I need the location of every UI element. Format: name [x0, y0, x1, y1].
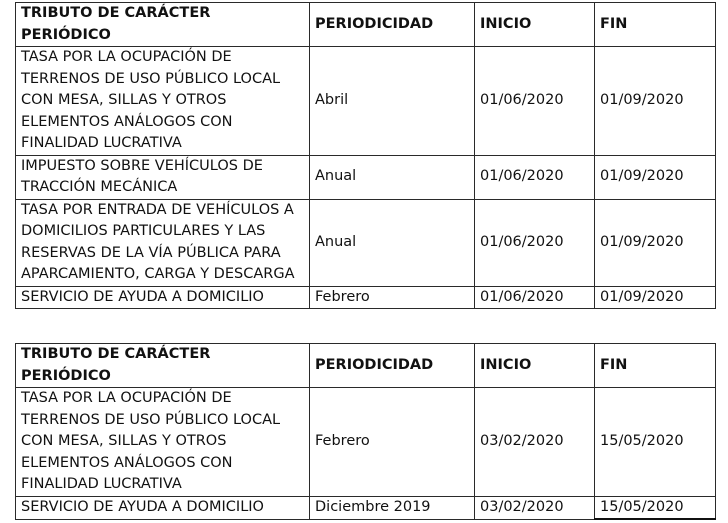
- cell-inicio: 03/02/2020: [475, 496, 595, 519]
- table-header-row: [16, 344, 716, 388]
- cell-tributo: TASA POR LA OCUPACIÓN DE TERRENOS DE USO PÚBLICO LOCAL CON MESA, SILLAS Y OTROS ELEMENTOS ANÁLOGOS CON FINALIDAD LUCRATIVA: [16, 47, 310, 156]
- cell-inicio: 01/06/2020: [475, 47, 595, 156]
- cell-tributo: TASA POR ENTRADA DE VEHÍCULOS A DOMICILIOS PARTICULARES Y LAS RESERVAS DE LA VÍA PÚBLICA PARA APARCAMIENTO, CARGA Y DESCARGA: [16, 199, 310, 286]
- tax-table-2: [15, 343, 716, 520]
- table-row: [16, 496, 716, 519]
- table-row: [16, 199, 716, 286]
- table-row: [16, 388, 716, 497]
- table-header-row: [16, 3, 716, 47]
- header-fin: FIN: [595, 3, 716, 47]
- cell-tributo: SERVICIO DE AYUDA A DOMICILIO: [16, 286, 310, 309]
- cell-tributo: SERVICIO DE AYUDA A DOMICILIO: [16, 496, 310, 519]
- cell-tributo: TASA POR LA OCUPACIÓN DE TERRENOS DE USO PÚBLICO LOCAL CON MESA, SILLAS Y OTROS ELEMENTOS ANÁLOGOS CON FINALIDAD LUCRATIVA: [16, 388, 310, 497]
- cell-inicio: 01/06/2020: [475, 286, 595, 309]
- cell-fin: 01/09/2020: [595, 155, 716, 199]
- cell-tributo: IMPUESTO SOBRE VEHÍCULOS DE TRACCIÓN MECÁNICA: [16, 155, 310, 199]
- cell-periodicidad: Diciembre 2019: [310, 496, 475, 519]
- header-tributo: TRIBUTO DE CARÁCTER PERIÓDICO: [16, 3, 310, 47]
- cell-periodicidad: Abril: [310, 47, 475, 156]
- header-tributo: TRIBUTO DE CARÁCTER PERIÓDICO: [16, 344, 310, 388]
- cell-inicio: 01/06/2020: [475, 199, 595, 286]
- cell-periodicidad: Anual: [310, 155, 475, 199]
- header-periodicidad: PERIODICIDAD: [310, 344, 475, 388]
- cell-periodicidad: Febrero: [310, 388, 475, 497]
- cell-fin: 15/05/2020: [595, 496, 716, 519]
- cell-fin: 15/05/2020: [595, 388, 716, 497]
- table-row: [16, 155, 716, 199]
- cell-periodicidad: Febrero: [310, 286, 475, 309]
- tax-table-1: [15, 2, 716, 309]
- header-periodicidad: PERIODICIDAD: [310, 3, 475, 47]
- cell-periodicidad: Anual: [310, 199, 475, 286]
- cell-inicio: 03/02/2020: [475, 388, 595, 497]
- cell-fin: 01/09/2020: [595, 47, 716, 156]
- header-inicio: INICIO: [475, 344, 595, 388]
- table-row: [16, 286, 716, 309]
- cell-fin: 01/09/2020: [595, 199, 716, 286]
- table-row: [16, 47, 716, 156]
- header-inicio: INICIO: [475, 3, 595, 47]
- cell-fin: 01/09/2020: [595, 286, 716, 309]
- cell-inicio: 01/06/2020: [475, 155, 595, 199]
- header-fin: FIN: [595, 344, 716, 388]
